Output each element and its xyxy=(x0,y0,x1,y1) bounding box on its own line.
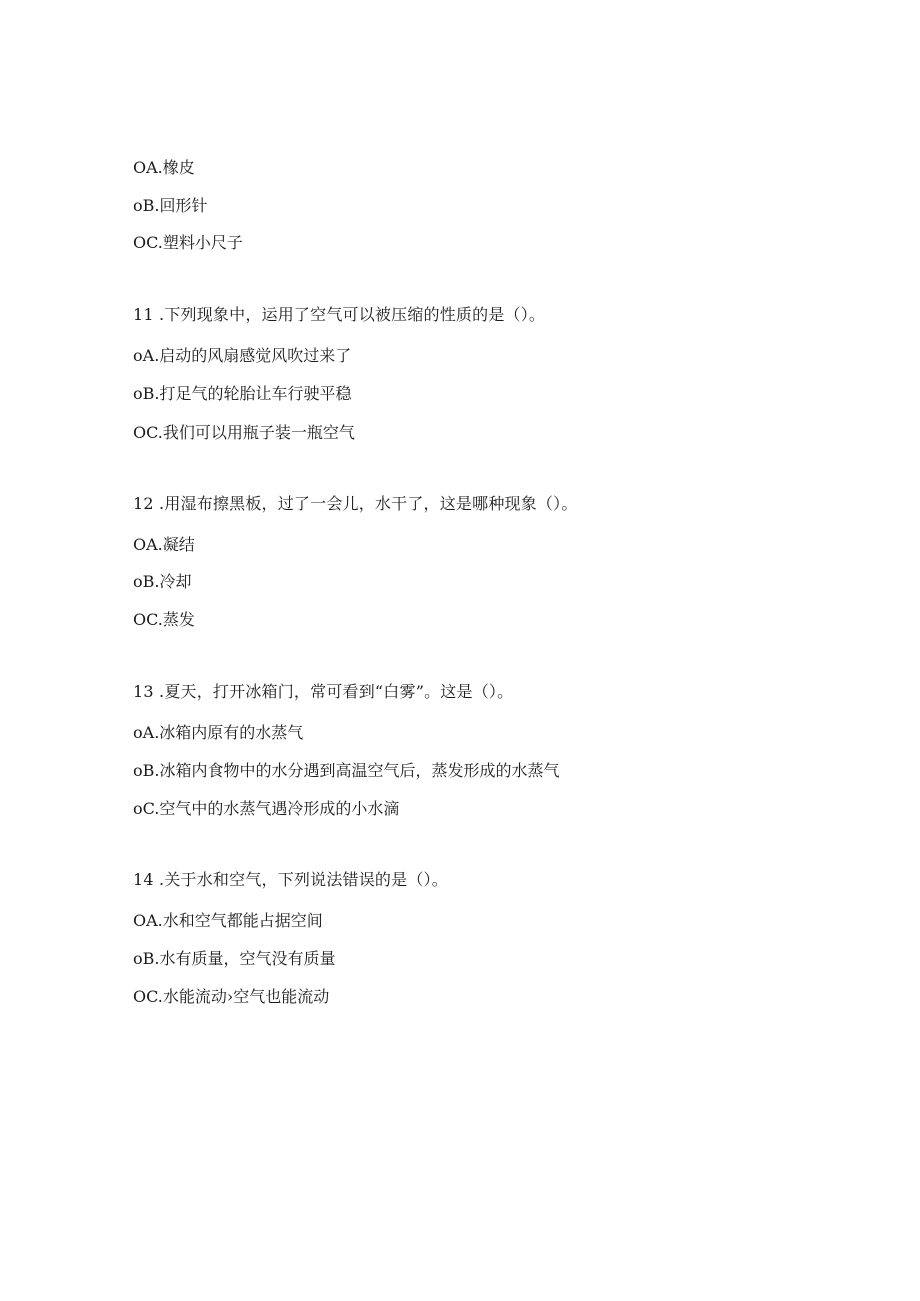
question-14-option-c[interactable]: OC.水能流动›空气也能流动 xyxy=(133,987,330,1006)
question-13-stem: 13 .夏天，打开冰箱门，常可看到“白雾”。这是（）。 xyxy=(133,682,514,701)
option-a[interactable]: OA.橡皮 xyxy=(133,158,195,177)
option-b[interactable]: oB.回形针 xyxy=(133,196,208,215)
question-11-option-b[interactable]: oB.打足气的轮胎让车行驶平稳 xyxy=(133,384,352,403)
option-c[interactable]: OC.塑料小尺子 xyxy=(133,233,243,252)
question-12-option-a[interactable]: OA.凝结 xyxy=(133,535,195,554)
question-13-option-c[interactable]: oC.空气中的水蒸气遇冷形成的小水滴 xyxy=(133,799,400,818)
question-13-option-a[interactable]: oA.冰箱内原有的水蒸气 xyxy=(133,723,304,742)
question-14-stem: 14 .关于水和空气，下列说法错误的是（）。 xyxy=(133,870,448,889)
question-13-option-b[interactable]: oB.冰箱内食物中的水分遇到高温空气后，蒸发形成的水蒸气 xyxy=(133,761,560,780)
question-14-option-a[interactable]: OA.水和空气都能占据空间 xyxy=(133,911,323,930)
question-12-stem: 12 .用湿布擦黑板，过了一会儿，水干了，这是哪种现象（）。 xyxy=(133,494,578,513)
question-11-option-c[interactable]: OC.我们可以用瓶子装一瓶空气 xyxy=(133,423,355,442)
question-11-stem: 11 .下列现象中，运用了空气可以被压缩的性质的是（）。 xyxy=(133,305,546,324)
question-11-option-a[interactable]: oA.启动的风扇感觉风吹过来了 xyxy=(133,346,352,365)
question-14-option-b[interactable]: oB.水有质量，空气没有质量 xyxy=(133,949,336,968)
question-12-option-b[interactable]: oB.冷却 xyxy=(133,572,192,591)
question-12-option-c[interactable]: OC.蒸发 xyxy=(133,610,195,629)
